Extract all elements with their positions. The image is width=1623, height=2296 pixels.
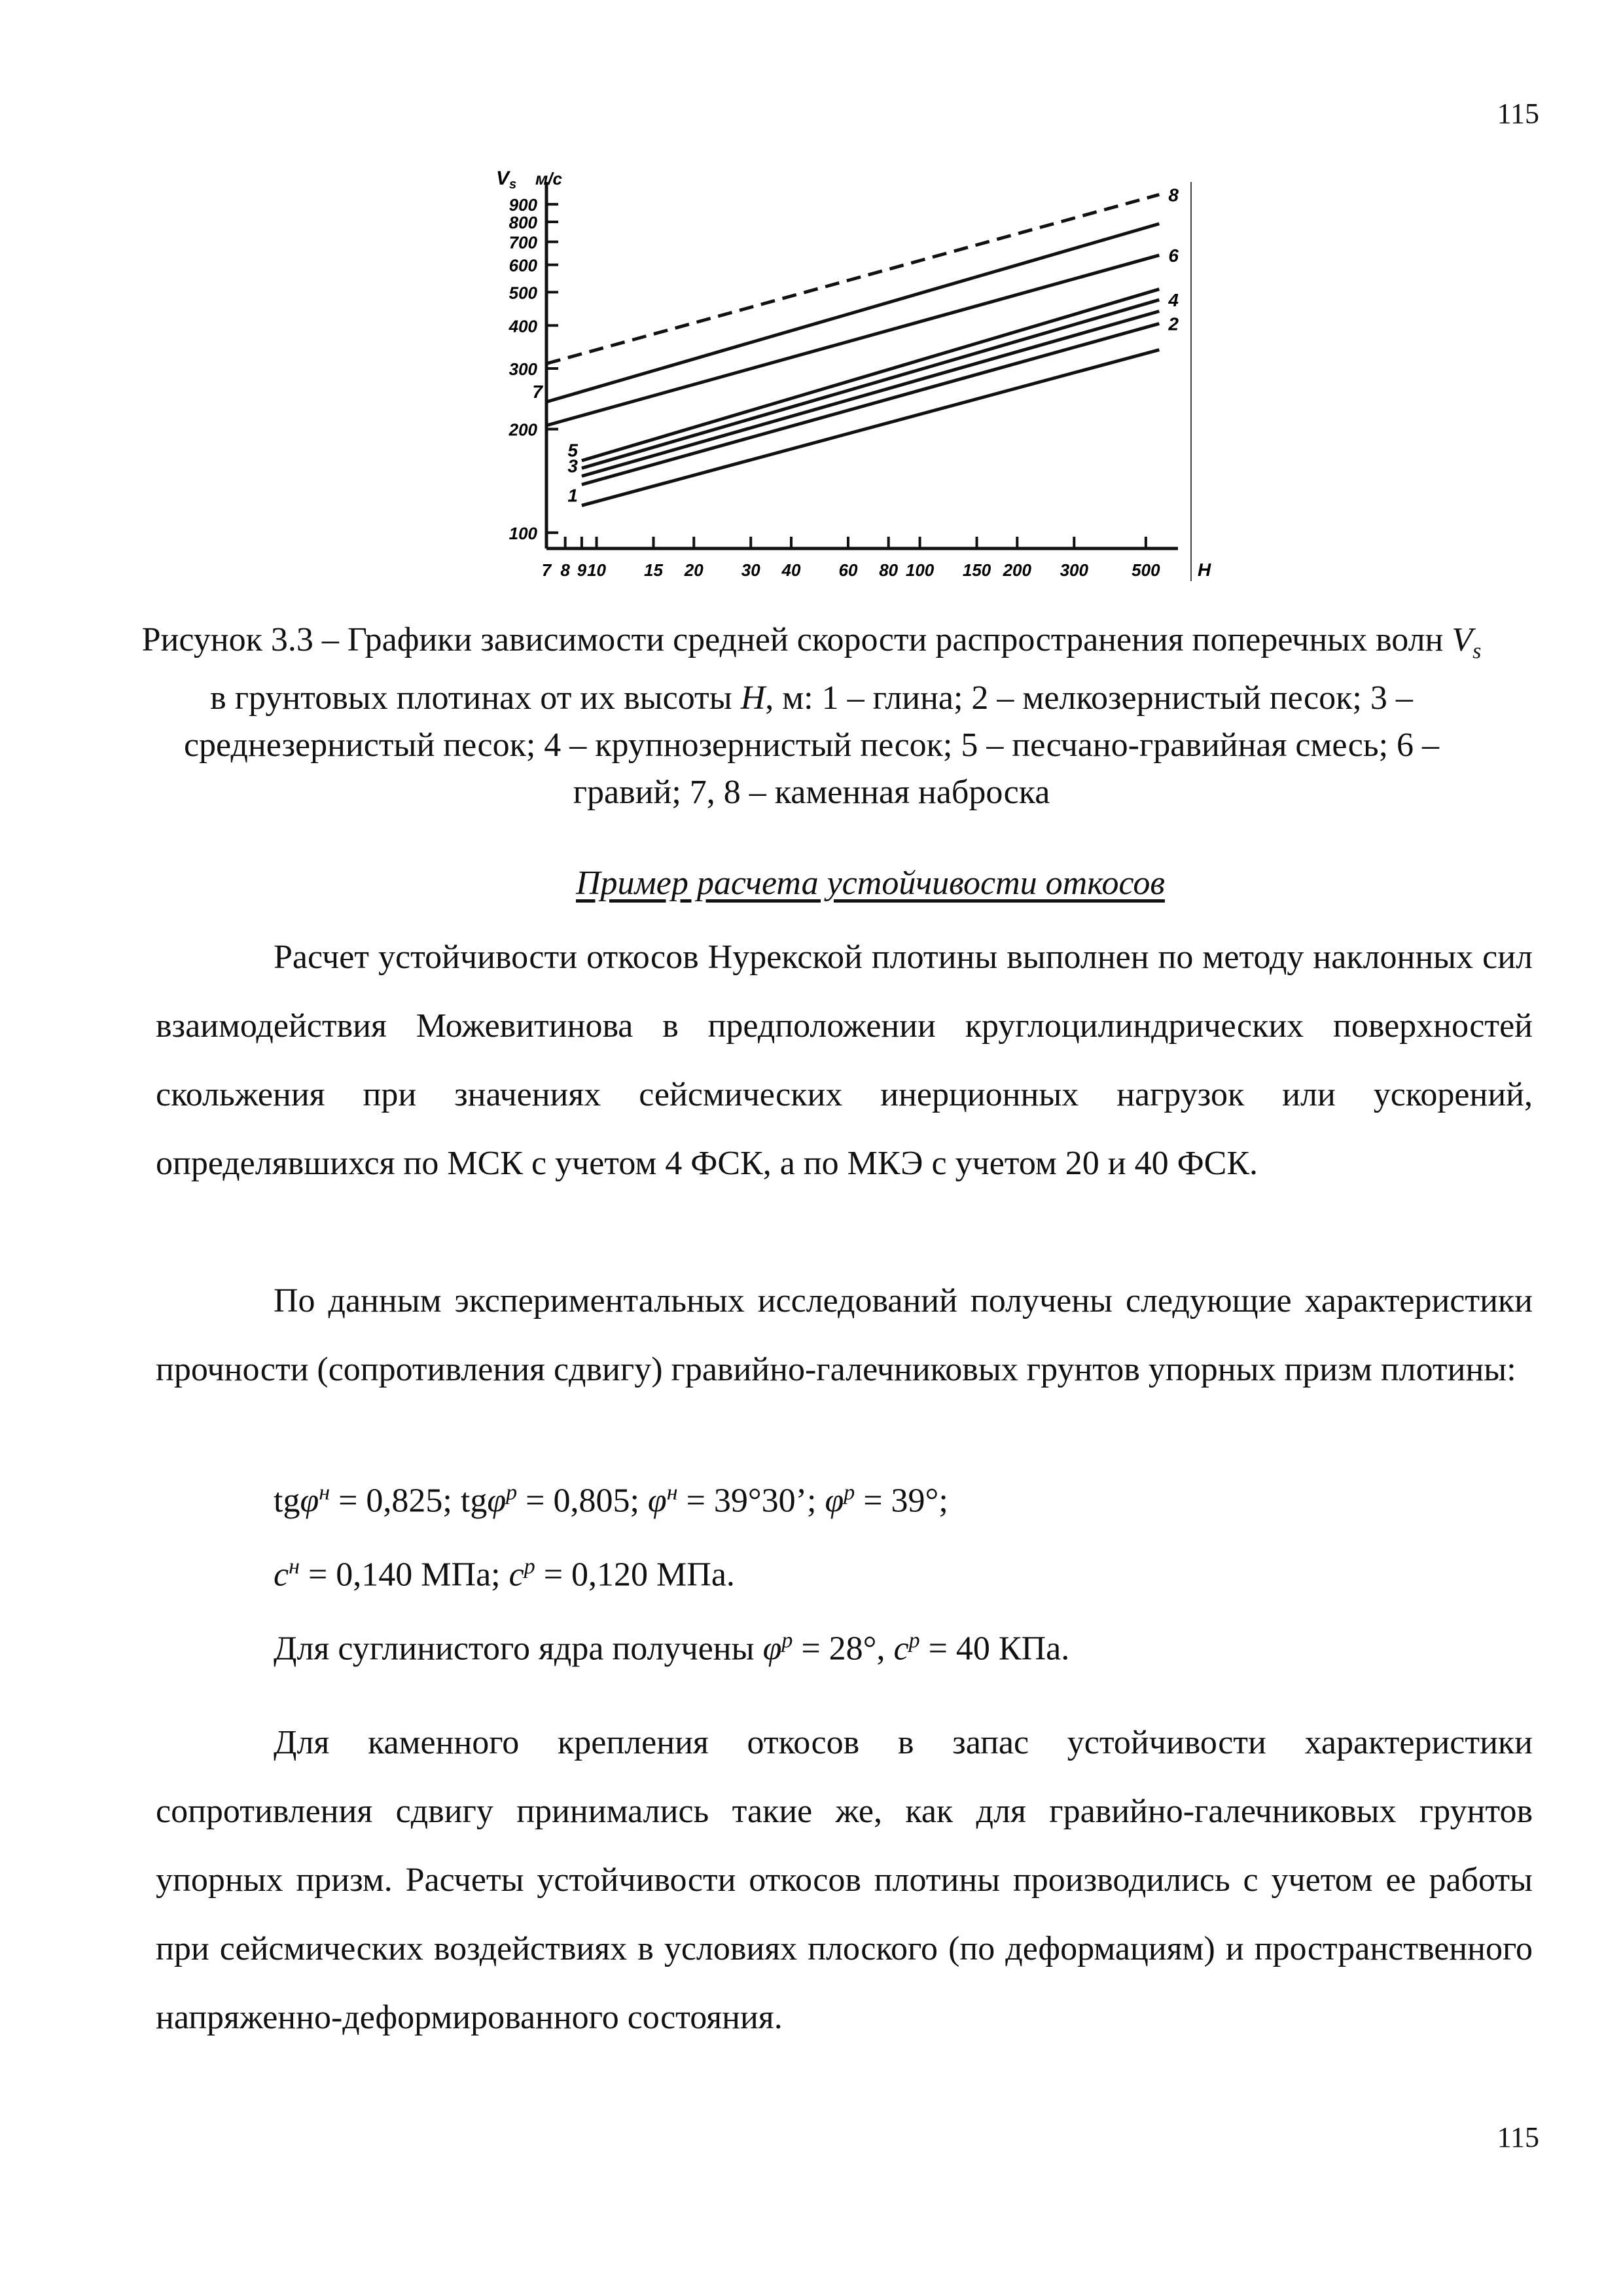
paragraph-1: Расчет устойчивости откосов Нурекской плотины выполнен по методу наклонных сил взаимодействия Можевитинова в предположении круглоцилиндрических поверхностей скольжения при значениях сейсмических инерционных нагрузок или ускорений, определявшихся по МСК с учетом 4 ФСК, а по МКЭ с учетом 20 и 40 ФСК. [156,939,1533,1182]
series-label-2: 2 [1168,314,1179,334]
caption-var-v-sub: s [1472,639,1482,664]
velocity-chart [471,162,1230,591]
y-tick-label: 600 [508,255,537,276]
y-tick-label: 400 [508,316,537,336]
x-tick-label: 40 [781,560,801,580]
series-label-4: 4 [1168,290,1179,311]
series-label-8: 8 [1168,185,1179,206]
series-label-6: 6 [1168,245,1179,266]
chart-series [532,185,1179,505]
x-tick-label: 10 [587,560,606,580]
series-line-1 [582,350,1159,505]
x-tick-label: 8 [560,560,570,580]
y-axis-unit: м/с [535,169,562,188]
page-number-top: 115 [1497,98,1539,130]
formula-core: Для суглинистого ядра получены $\varphi^р = 28^\circ$, $c^р = 40$ КПа. [274,1628,1070,1668]
x-tick-label: 20 [684,560,704,580]
formula-cohesion: $c^н = 0,140$ МПа; $c^р = 0,120$ МПа. [274,1554,735,1594]
series-line-2 [582,323,1159,484]
caption-text-1: Рисунок 3.3 – Графики зависимости средней скорости распространения поперечных волн [141,621,1452,658]
y-tick-label: 100 [508,523,537,543]
x-tick-label: 15 [644,560,663,580]
series-line-5 [582,289,1159,461]
section-title: Пример расчета устойчивости откосов [576,865,1165,902]
y-tick-label: 800 [508,212,537,232]
y-tick-label: 500 [508,283,537,303]
x-tick-label: 200 [1003,560,1031,580]
caption-var-v: V [1452,621,1473,658]
series-label-1: 1 [567,485,578,506]
formula-friction: tgφ$^н$ = 0,825; tgφ$^р$ = 0,805; $\varphi^н = 39^\circ 30$’; $\varphi^р = 39^\circ$; [274,1480,948,1520]
series-label-3: 3 [567,456,578,476]
x-axis-label: H [1198,560,1211,580]
series-label-7: 7 [532,381,543,402]
figure-caption [131,617,1492,816]
y-axis-label: $V_s$ [496,168,517,192]
paragraph-2: По данным экспериментальных исследований получены следующие характеристики прочности (сопротивления сдвигу) гравийно-галечниковых грунтов упорных призм плотины: [156,1282,1533,1388]
caption-var-h: H [740,679,766,717]
y-tick-label: 200 [508,420,537,440]
paragraph-3: Для каменного крепления откосов в запас устойчивости характеристики сопротивления сдвигу принимались такие же, как для гравийно-галечниковых грунтов упорных призм. Расчеты устойчивости откосов плотины производились с учетом ее работы при сейсмических воздействиях в условиях плоского (по деформациям) и пространственного напряженно-деформированного состояния. [156,1724,1533,2036]
x-tick-label: 9 [577,560,587,580]
chart-canvas [471,162,1230,588]
x-tick-label: 80 [879,560,899,580]
y-tick-label: 900 [508,195,537,215]
series-label-5: 5 [567,440,578,461]
y-tick-label: 700 [508,232,537,253]
x-tick-label: 7 [541,560,552,580]
caption-text-3: , м: 1 – глина; 2 – мелкозернистый песок; 3 – среднезернистый песок; 4 – крупнозернистый песок; 5 – песчано-гравийная смесь; 6 – гравий; 7, 8 – каменная наброска [183,679,1440,812]
y-tick-label: 300 [508,359,537,379]
x-tick-label: 300 [1060,560,1088,580]
page-number-bottom: 115 [1497,2121,1539,2153]
x-tick-label: 30 [741,560,760,580]
x-tick-label: 60 [838,560,858,580]
x-tick-label: 150 [962,560,991,580]
x-tick-label: 500 [1132,560,1160,580]
caption-text-2: в грунтовых плотинах от их высоты [210,679,741,717]
x-tick-label: 100 [905,560,935,580]
series-line-4 [582,300,1159,468]
